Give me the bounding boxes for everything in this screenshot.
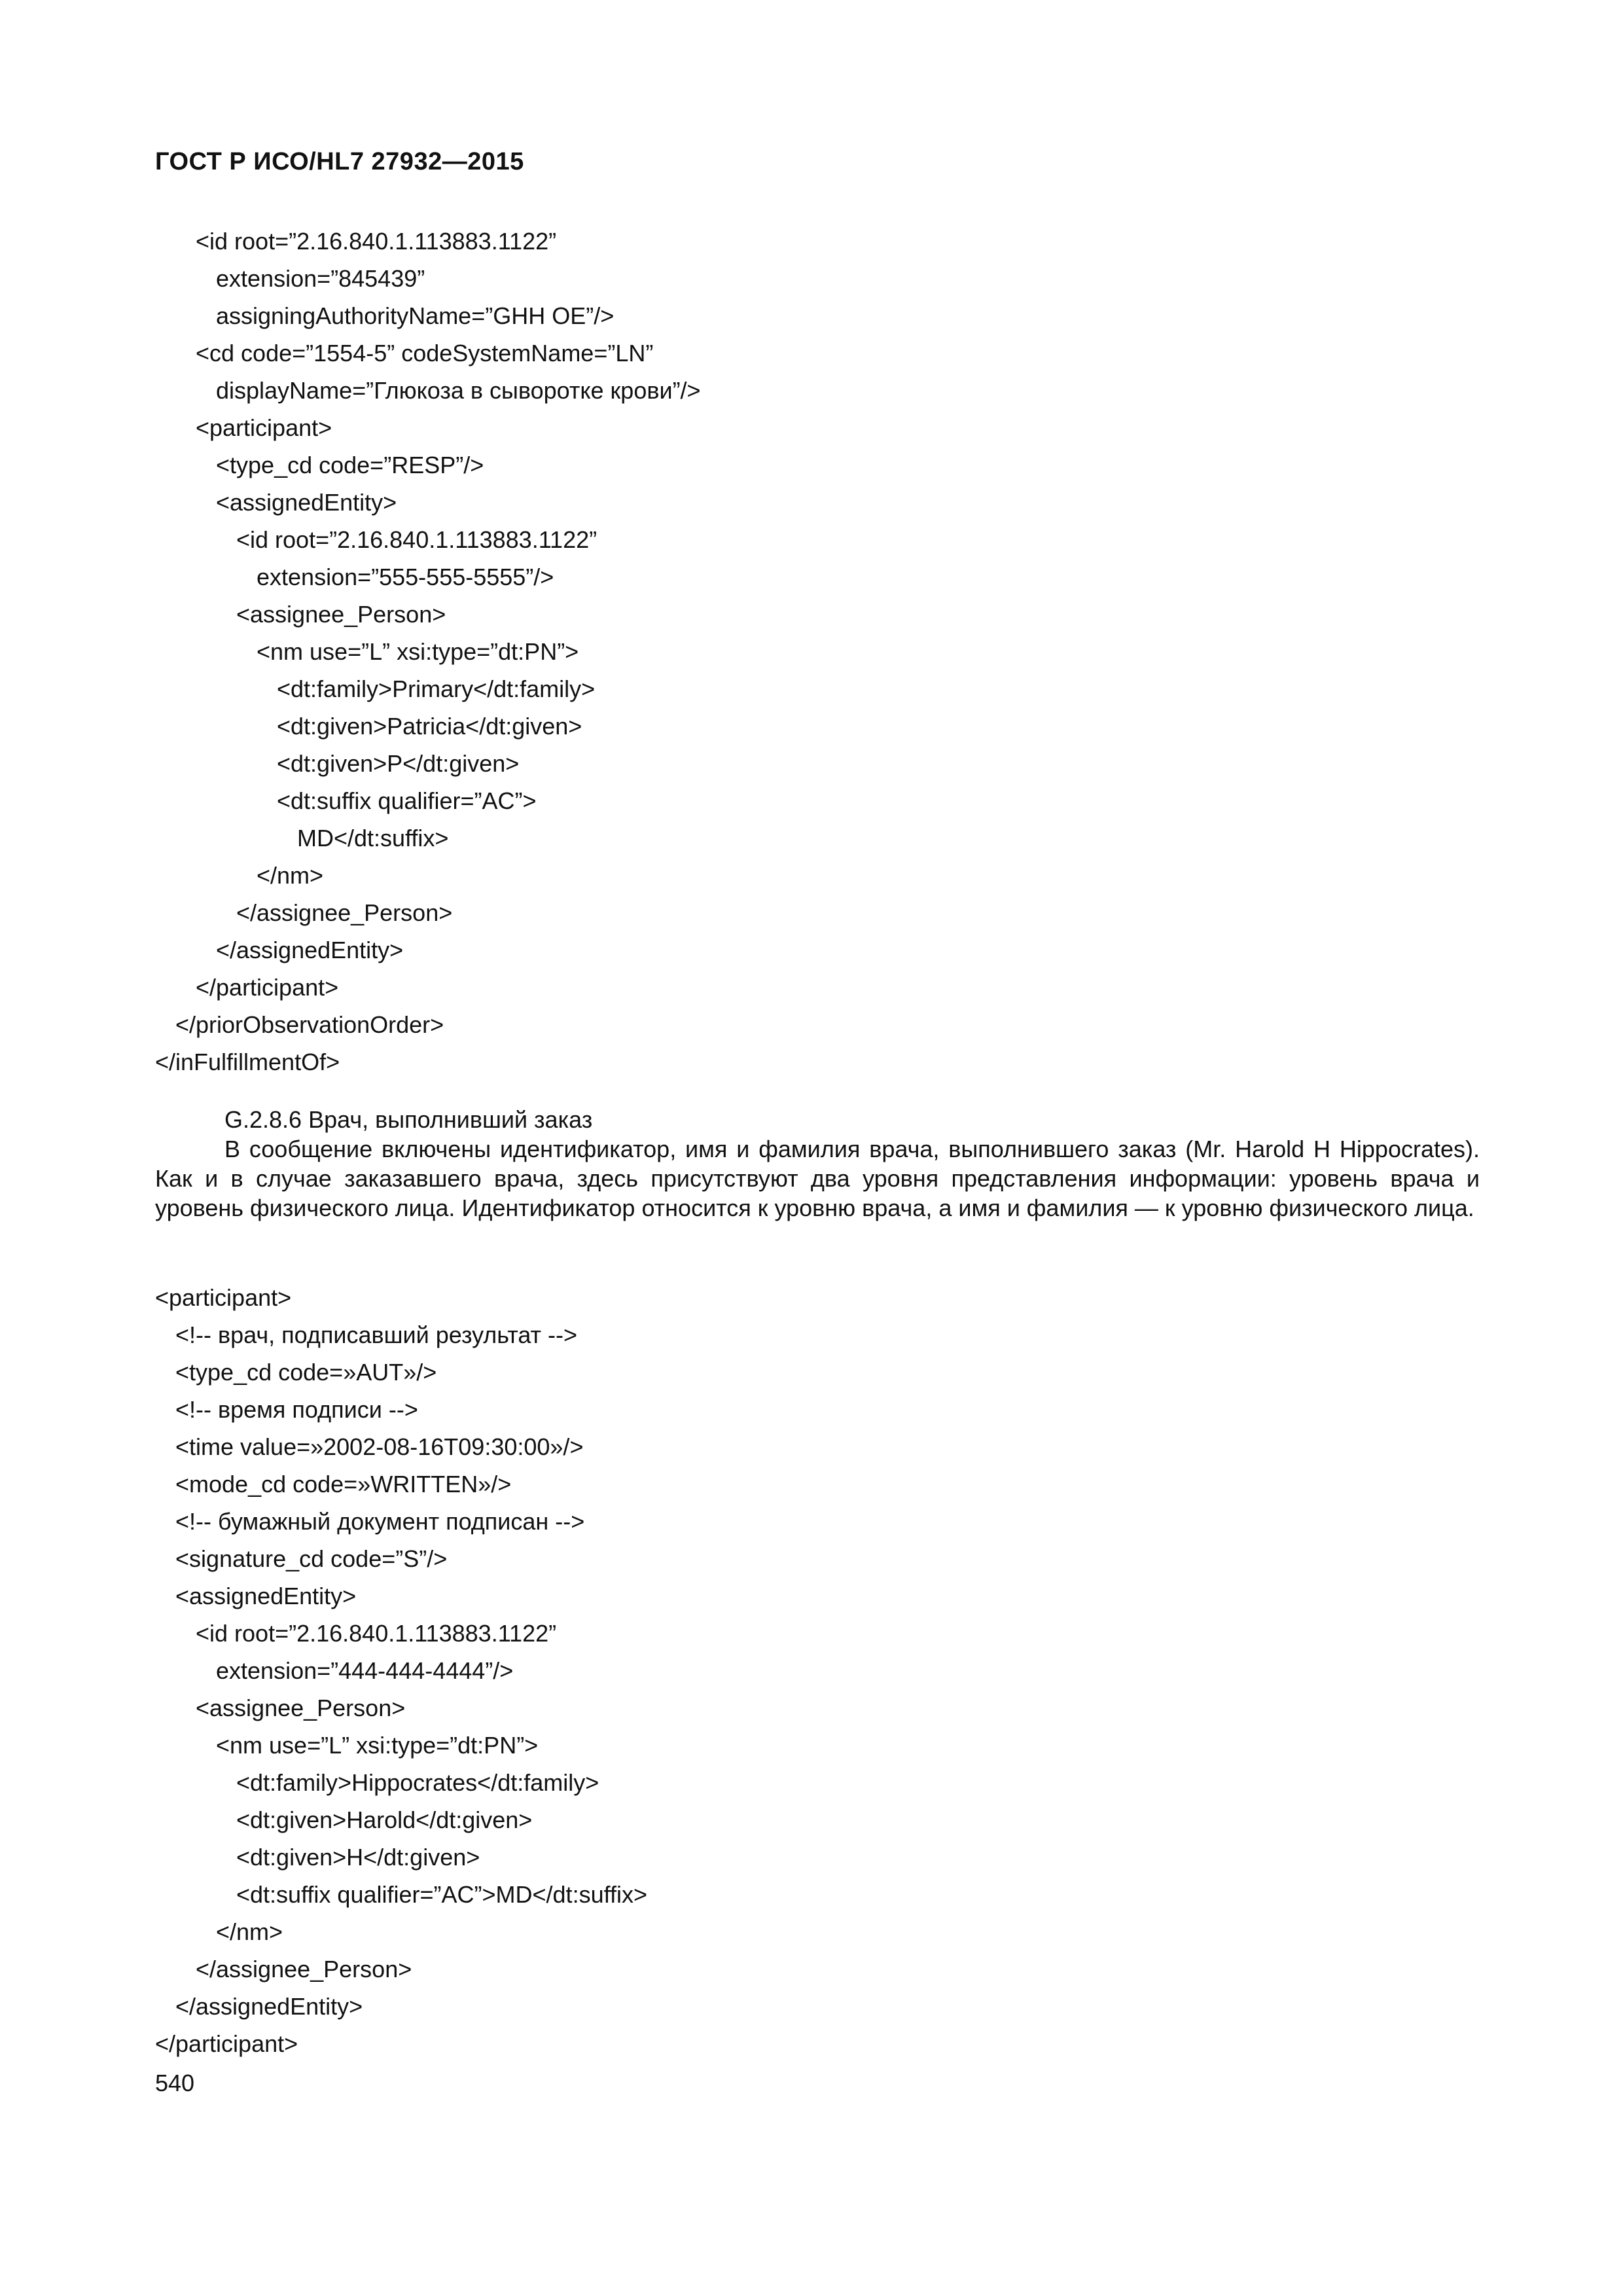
code-block-prior-order: [155, 223, 701, 1081]
code-line: </participant>: [155, 2030, 298, 2057]
code-line: extension=”444-444-4444”/>: [216, 1657, 514, 1684]
code-line: <assignedEntity>: [175, 1583, 357, 1609]
code-line: </nm>: [216, 1918, 283, 1945]
code-line: <!-- врач, подписавший результат -->: [175, 1321, 578, 1348]
code-line: <dt:given>Harold</dt:given>: [236, 1806, 533, 1833]
code-line: <dt:suffix qualifier=”AC”>: [277, 787, 537, 814]
code-line: <id root=”2.16.840.1.113883.1122”: [236, 526, 597, 553]
code-line: </assignee_Person>: [236, 899, 453, 926]
code-line: <dt:given>Patricia</dt:given>: [277, 713, 582, 740]
code-line: </assignee_Person>: [196, 1956, 412, 1982]
code-line: <time value=»2002-08-16T09:30:00»/>: [175, 1433, 584, 1460]
code-line: <id root=”2.16.840.1.113883.1122”: [196, 228, 557, 255]
code-line: MD</dt:suffix>: [297, 825, 449, 852]
code-block-participant: [155, 1279, 647, 2062]
code-line: <dt:family>Primary</dt:family>: [277, 675, 596, 702]
code-line: <cd code=”1554-5” codeSystemName=”LN”: [196, 340, 654, 367]
code-line: <nm use=”L” xsi:type=”dt:PN”>: [257, 638, 579, 665]
code-line: <dt:given>H</dt:given>: [236, 1844, 480, 1871]
code-line: </priorObservationOrder>: [175, 1011, 444, 1038]
code-line: <participant>: [196, 414, 332, 441]
code-line: <dt:given>P</dt:given>: [277, 750, 520, 777]
code-line: extension=”555-555-5555”/>: [257, 564, 554, 590]
code-line: </participant>: [196, 974, 339, 1001]
code-line: <type_cd code=”RESP”/>: [216, 452, 484, 478]
code-line: <assignee_Person>: [196, 1695, 406, 1721]
code-line: extension=”845439”: [216, 265, 425, 292]
code-line: </assignedEntity>: [216, 937, 404, 963]
code-line: <signature_cd code=”S”/>: [175, 1545, 448, 1572]
code-line: <!-- время подписи -->: [175, 1396, 418, 1423]
document-header: ГОСТ Р ИСО/HL7 27932—2015: [155, 148, 524, 175]
code-line: <dt:suffix qualifier=”AC”>MD</dt:suffix>: [236, 1881, 647, 1908]
code-line: <participant>: [155, 1284, 292, 1311]
code-line: <assignedEntity>: [216, 489, 397, 516]
code-line: <nm use=”L” xsi:type=”dt:PN”>: [216, 1732, 539, 1759]
code-line: <id root=”2.16.840.1.113883.1122”: [196, 1620, 557, 1647]
code-line: displayName=”Глюкоза в сыворотке крови”/>: [216, 377, 701, 404]
code-line: <mode_cd code=»WRITTEN»/>: [175, 1471, 512, 1498]
section-paragraph: В сообщение включены идентификатор, имя и фамилия врача, выполнившего заказ (Mr. Harold H Hippocrates). Как и в случае заказавшего врача, здесь присутствуют два уровня представления информации: уровень врача и уровень физического лица. Идентификатор относится к уровню врача, а имя и фамилия — к уровню физического лица.: [155, 1136, 1480, 1221]
section-performing-physician: [155, 1105, 1480, 1223]
code-line: </assignedEntity>: [175, 1993, 363, 2020]
code-line: <dt:family>Hippocrates</dt:family>: [236, 1769, 599, 1796]
code-line: </nm>: [257, 862, 324, 889]
code-line: <type_cd code=»AUT»/>: [175, 1359, 437, 1386]
section-title: G.2.8.6 Врач, выполнивший заказ: [224, 1106, 593, 1133]
code-line: <!-- бумажный документ подписан -->: [175, 1508, 585, 1535]
page-number: 540: [155, 2070, 195, 2096]
code-line: </inFulfillmentOf>: [155, 1049, 340, 1075]
code-line: assigningAuthorityName=”GHH OE”/>: [216, 302, 615, 329]
code-line: <assignee_Person>: [236, 601, 446, 628]
